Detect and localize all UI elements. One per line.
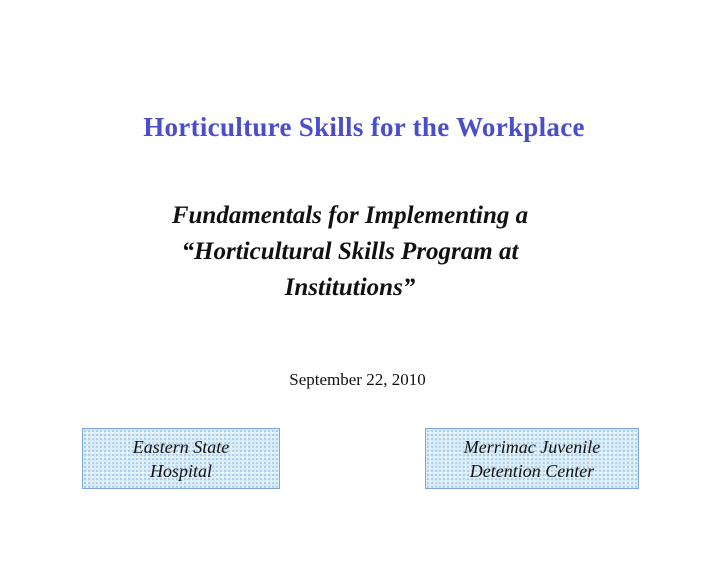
subtitle-line-1: Fundamentals for Implementing a bbox=[171, 202, 529, 229]
subtitle-line-3: Institutions” bbox=[284, 274, 416, 301]
institution-box-line-1: Eastern State bbox=[132, 437, 230, 457]
subtitle-line-2: “Horticultural Skills Program at bbox=[181, 238, 519, 265]
institution-box-line-2: Detention Center bbox=[469, 461, 595, 481]
institution-box-eastern-state bbox=[82, 428, 280, 489]
institution-box-line-2: Hospital bbox=[149, 461, 212, 481]
slide-subtitle bbox=[100, 198, 600, 306]
institution-box-merrimac bbox=[425, 428, 639, 489]
slide-date: September 22, 2010 bbox=[289, 370, 426, 389]
slide-title: Horticulture Skills for the Workplace bbox=[143, 112, 585, 142]
institution-box-line-1: Merrimac Juvenile bbox=[463, 437, 601, 457]
